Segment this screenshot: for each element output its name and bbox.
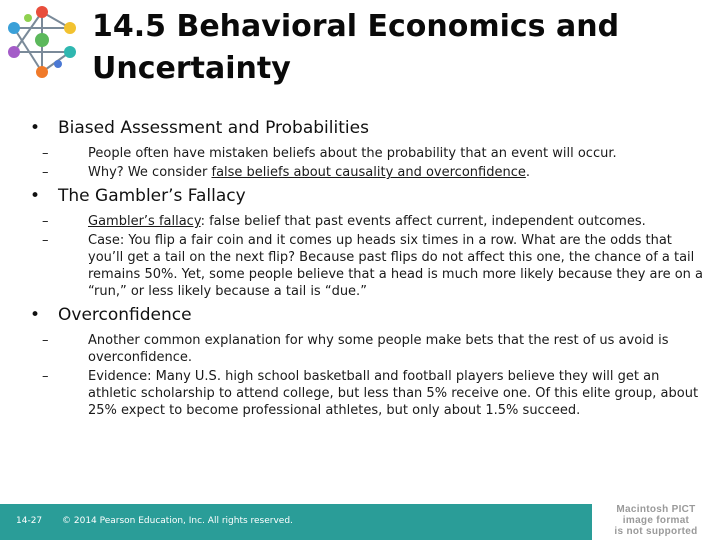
bullet-overconfidence (28, 304, 708, 326)
sub-item (28, 145, 708, 162)
bullet-text: Overconfidence (58, 305, 192, 325)
sub-text: Another common explanation for why some people make bets that the rest of us avoid is overconfidence. (88, 333, 669, 365)
bullet-marker: • (30, 305, 41, 325)
bullet-text: The Gambler’s Fallacy (58, 186, 246, 206)
bullet-biased-assessment (28, 117, 708, 139)
unsupported-image-placeholder (592, 504, 720, 540)
bullet-text: Biased Assessment and Probabilities (58, 118, 369, 138)
placeholder-line-1: Macintosh PICT (616, 504, 696, 515)
sub-text-end: . (525, 165, 530, 180)
page-number: 14-27 (16, 516, 43, 526)
sub-marker: – (42, 165, 49, 180)
sub-item (28, 232, 708, 300)
bullet-marker: • (30, 118, 41, 138)
sub-list (28, 145, 708, 181)
sub-item (28, 213, 708, 230)
term-link-false-beliefs[interactable]: false beliefs about causality and overconfidence (211, 165, 526, 180)
molecule-logo-icon (2, 2, 84, 80)
sub-marker: – (42, 233, 49, 248)
sub-item (28, 164, 708, 181)
sub-text: : false belief that past events affect current, independent outcomes. (200, 214, 646, 229)
sub-list (28, 332, 708, 419)
sub-list (28, 213, 708, 300)
sub-marker: – (42, 333, 49, 348)
sub-marker: – (42, 369, 49, 384)
slide-content (28, 114, 708, 423)
copyright-notice: © 2014 Pearson Education, Inc. All rights reserved. (62, 516, 293, 526)
sub-marker: – (42, 146, 49, 161)
sub-marker: – (42, 214, 49, 229)
sub-text: Case: You flip a fair coin and it comes up heads six times in a row. What are the odds that you’ll get a tail on the next flip? Because past flips do not affect this one, the chance of a tail remains 50%. Yet, some people believe that a head is much more likely because they are on a “run,” or less likely because a tail is “due.” (88, 233, 703, 299)
placeholder-line-3: is not supported (614, 526, 698, 537)
placeholder-line-2: image format (622, 515, 690, 526)
slide-title-line1: 14.5 Behavioral Economics and (92, 9, 620, 44)
sub-text: People often have mistaken beliefs about the probability that an event will occur. (88, 146, 617, 161)
footer-bar (0, 504, 592, 540)
term-link-gamblers-fallacy[interactable]: Gambler’s fallacy (88, 214, 201, 229)
sub-item (28, 368, 708, 419)
sub-text: Evidence: Many U.S. high school basketball and football players believe they will get an athletic scholarship to attend college, but less than 5% receive one. Of this elite group, about 25% expect to become professional athletes, but only about 1.5% succeed. (88, 369, 699, 418)
sub-text: Why? We consider (88, 165, 212, 180)
sub-item (28, 332, 708, 366)
bullet-gamblers-fallacy (28, 185, 708, 207)
slide-title-line2: Uncertainty (92, 51, 291, 86)
slide-title (92, 6, 712, 90)
bullet-marker: • (30, 186, 41, 206)
